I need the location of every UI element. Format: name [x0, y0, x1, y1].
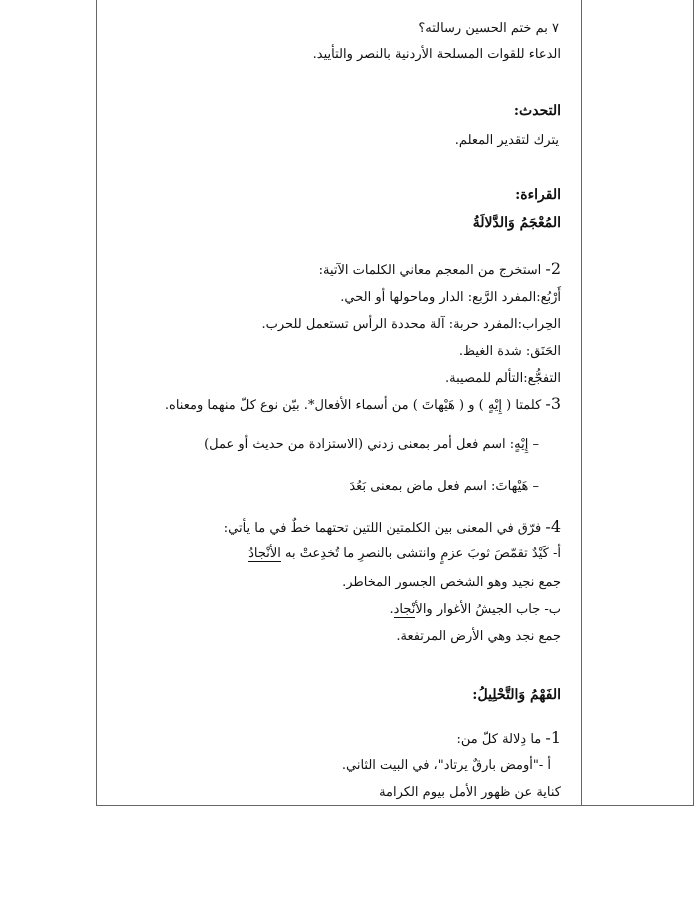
- speaking-heading: التحدث:: [513, 103, 561, 119]
- question-2: [319, 260, 561, 280]
- question-3-number: 3-: [545, 394, 561, 413]
- table-frame: [96, 0, 694, 806]
- verse-a-underlined-word: الأنْجادُ: [248, 546, 281, 561]
- sentence-b-underlined-word: أنْجاد: [393, 602, 416, 617]
- question-7: ٧ بم ختم الحسين رسالته؟: [418, 21, 559, 36]
- verse-a: [248, 545, 561, 563]
- question-2-number: 2-: [545, 259, 561, 278]
- question-1: [457, 729, 561, 749]
- question-3-text: كلمتا ( إِيْهٍ ) و ( هَيْهاتَ ) من أسماء الأفعال*. بيّن نوع كلّ منهما ومعناه.: [164, 398, 542, 413]
- sentence-b-meaning: جمع نجد وهي الأرض المرتفعة.: [396, 629, 561, 644]
- sentence-b-period: .: [389, 602, 394, 617]
- question-1-number: 1-: [545, 728, 561, 747]
- answer-1a: كناية عن ظهور الأمل بيوم الكرامة: [379, 785, 561, 800]
- sentence-b: [390, 601, 562, 619]
- question-1-text: ما دِلالة كلّ من:: [456, 732, 542, 747]
- empty-side-column: [581, 0, 693, 805]
- answer-3-second: – هَيْهاتَ: اسم فعل ماض بمعنى بَعُدَ: [349, 479, 539, 494]
- verse-a-meaning: جمع نجيد وهو الشخص الجسور المخاطر.: [342, 575, 561, 590]
- speaking-text: يترك لتقدير المعلم.: [454, 133, 559, 148]
- vocab-line-2: الحِراب:المفرد حربة: آلة محددة الرأس تستعمل للحرب.: [261, 317, 561, 332]
- vocab-line-1: أَرْبُع:المفرد الرَّبع: الدار وماحولها أو الحي.: [340, 290, 561, 305]
- reading-heading: القراءة:: [515, 187, 561, 203]
- question-1a: أ -"أومض بارقٌ يرتاد"، في البيت الثاني.: [341, 758, 551, 773]
- question-4: [224, 518, 561, 538]
- content-cell: [97, 0, 583, 805]
- verse-a-text: أ- كَيْدٌ تقمّصَ ثوبَ عزمٍ وانتشى بالنصرِ ما تُخدِعتْ به: [280, 546, 561, 561]
- question-4-text: فرّق في المعنى بين الكلمتين اللتين تحتهما خطٌ في ما يأتي:: [223, 521, 542, 536]
- lexicon-heading: المُعْجَمُ وَالدَّلالَةُ: [472, 215, 561, 231]
- comprehension-heading: الفَهْمُ وَالتَّحْلِيلُ:: [472, 687, 561, 703]
- question-2-text: استخرج من المعجم معاني الكلمات الآتية:: [318, 263, 542, 278]
- answer-3-first: – إِيْهٍ: اسم فعل أمر بمعنى زدني (الاستزادة من حديث أو عمل): [204, 437, 539, 452]
- answer-7: الدعاء للقوات المسلحة الأردنية بالنصر والتأييد.: [312, 47, 561, 62]
- vocab-line-4: التفجُّع:التألم للمصيبة.: [445, 371, 561, 386]
- sentence-b-text: ب- جاب الجيشُ الأغوار وال: [415, 602, 561, 617]
- question-3: [165, 395, 561, 415]
- question-4-number: 4-: [545, 517, 561, 536]
- vocab-line-3: الحَنَق: شدة الغيظ.: [458, 344, 561, 359]
